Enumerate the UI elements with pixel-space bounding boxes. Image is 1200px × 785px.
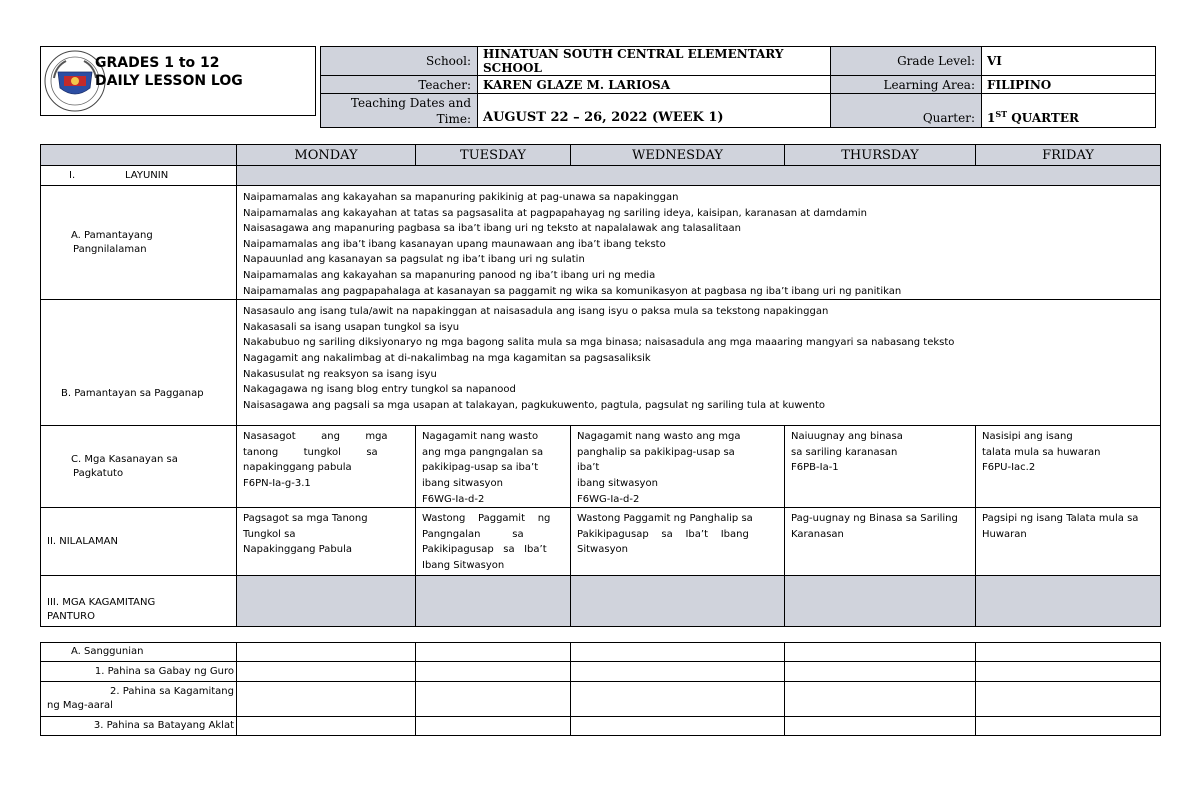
sanggunian-monday — [237, 643, 416, 662]
batayang-aklat-friday — [976, 717, 1161, 736]
quarter-text: QUARTER — [1007, 111, 1079, 125]
kasanayan-line: panghalip sa pakikipag-usap sa — [577, 446, 735, 458]
kasanayan-label — [41, 426, 237, 508]
pagganap-line: Nakabubuo ng sariling diksiyonaryo ng mga bagong salita mula sa mga binasa; naisasadula ang mga maaaring mangyari sa nabasang teksto — [243, 337, 955, 349]
gabay-guro-tuesday — [416, 662, 571, 682]
day-header-thursday: THURSDAY — [785, 145, 976, 166]
batayang-aklat-monday — [237, 717, 416, 736]
nilalaman-line: Pakikipagusap sa Iba’t — [422, 544, 547, 556]
learning-area-label: Learning Area: — [831, 76, 982, 94]
kagamitang-mag-aaral-tuesday — [416, 682, 571, 717]
day-header-blank — [41, 145, 237, 166]
kasanayan-label-line1: C. Mga Kasanayan sa — [71, 453, 178, 465]
nilalaman-line: Wastong Paggamit ng — [422, 513, 551, 525]
pagganap-line: Naisasagawa ang pagsali sa mga usapan at talakayan, pagkukuwento, pagtula, pagsulat ng sariling tula at kuwento — [243, 399, 826, 411]
nilalaman-line: Pakikipagusap sa Iba’t Ibang — [577, 528, 749, 540]
quarter-value — [982, 94, 1156, 128]
pamantayang-pangnilalaman-label — [41, 186, 237, 300]
kagamitan-label-line1: III. MGA KAGAMITANG — [47, 597, 156, 609]
teaching-dates-label-line1: Teaching Dates and — [350, 96, 471, 110]
kagamitang-mag-aaral-wednesday — [571, 682, 785, 717]
school-label: School: — [321, 47, 478, 76]
kasanayan-line: ibang sitwasyon — [422, 477, 503, 489]
nilalaman-tuesday — [416, 508, 571, 576]
kasanayan-line: talata mula sa huwaran — [982, 446, 1101, 458]
kasanayan-code: F6PB-Ia-1 — [791, 462, 839, 474]
kasanayan-line: Nasisipi ang isang — [982, 431, 1073, 443]
kasanayan-wednesday — [571, 426, 785, 508]
gabay-guro-wednesday — [571, 662, 785, 682]
kagamitan-monday — [237, 576, 416, 627]
teaching-dates-label — [321, 94, 478, 128]
sanggunian-wednesday — [571, 643, 785, 662]
nilalaman-line: Pag-uugnay ng Binasa sa Sariling — [791, 513, 958, 525]
batayang-aklat-thursday — [785, 717, 976, 736]
log-title-line2: DAILY LESSON LOG — [95, 73, 243, 89]
nilalaman-friday — [976, 508, 1161, 576]
header-info-table — [320, 46, 1156, 128]
gabay-guro-thursday — [785, 662, 976, 682]
kasanayan-line: napakinggang pabula — [243, 462, 352, 474]
pamantayan-pagganap-content — [237, 300, 1161, 426]
teacher-value: KAREN GLAZE M. LARIOSA — [478, 76, 831, 94]
day-header-wednesday: WEDNESDAY — [571, 145, 785, 166]
pagganap-line: Nasasaulo ang isang tula/awit na napakinggan at naisasadula ang isang isyu o paksa mula sa tekstong napakinggan — [243, 306, 829, 318]
kagamitang-mag-aaral-monday — [237, 682, 416, 717]
nilalaman-line: Pangngalan sa — [422, 528, 524, 540]
sanggunian-label: A. Sanggunian — [41, 643, 237, 662]
lesson-log-table — [40, 144, 1161, 627]
kasanayan-line: pakikipag-usap sa iba’t — [422, 462, 539, 474]
kagamitan-friday — [976, 576, 1161, 627]
layunin-label — [41, 166, 237, 186]
pamantayang-label-line1: A. Pamantayang — [71, 229, 153, 241]
pamantayang-pangnilalaman-content — [237, 186, 1161, 300]
pagganap-line: Nakagagawa ng isang blog entry tungkol sa napanood — [243, 384, 516, 396]
pamantayang-line: Napauunlad ang kasanayan sa pagsulat ng iba’t ibang uri ng sulatin — [243, 254, 585, 266]
nilalaman-line: Pagsipi ng isang Talata mula sa — [982, 513, 1139, 525]
kasanayan-line: iba’t — [577, 462, 600, 474]
kasanayan-line: Nagagamit nang wasto ang mga — [577, 431, 741, 443]
layunin-content — [237, 166, 1161, 186]
quarter-number: 1 — [987, 111, 996, 125]
nilalaman-wednesday — [571, 508, 785, 576]
kasanayan-code: F6PN-Ia-g-3.1 — [243, 477, 311, 489]
kasanayan-code: F6WG-Ia-d-2 — [422, 493, 485, 505]
pamantayang-line: Naipamamalas ang kakayahan sa mapanuring panood ng iba’t ibang uri ng media — [243, 269, 656, 281]
grade-level-value: VI — [982, 47, 1156, 76]
kagamitang-mag-aaral-line2: ng Mag-aaral — [47, 700, 113, 711]
quarter-superscript: ST — [995, 109, 1008, 119]
day-header-friday: FRIDAY — [976, 145, 1161, 166]
pagganap-line: Nakasusulat ng reaksyon sa isang isyu — [243, 368, 437, 380]
kagamitang-mag-aaral-label — [41, 682, 237, 717]
teaching-dates-label-line2: Time: — [436, 112, 471, 126]
teaching-dates-value: AUGUST 22 – 26, 2022 (WEEK 1) — [478, 94, 831, 128]
pamantayang-label-line2: Pangnilalaman — [73, 243, 147, 255]
kasanayan-friday — [976, 426, 1161, 508]
kasanayan-line: ibang sitwasyon — [577, 477, 658, 489]
pagganap-line: Nagagamit ang nakalimbag at di-nakalimbag na mga kagamitan sa pagsasaliksik — [243, 352, 651, 364]
batayang-aklat-wednesday — [571, 717, 785, 736]
kasanayan-code: F6WG-Ia-d-2 — [577, 493, 640, 505]
day-header-monday: MONDAY — [237, 145, 416, 166]
kasanayan-line: Nagagamit nang wasto — [422, 431, 539, 443]
kagamitan-tuesday — [416, 576, 571, 627]
pamantayang-line: Naipamamalas ang kakayahan sa mapanuring pakikinig at pag-unawa sa napakinggan — [243, 192, 679, 203]
kasanayan-line: tanong tungkol sa — [243, 446, 378, 458]
nilalaman-line: Tungkol sa — [243, 528, 296, 540]
batayang-aklat-label: 3. Pahina sa Batayang Aklat — [41, 717, 237, 736]
pamantayang-line: Naipamamalas ang kakayahan at tatas sa pagsasalita at pagpapahayag ng sariling ideya, kaisipan, karanasan at damdamin — [243, 207, 867, 219]
day-header-tuesday: TUESDAY — [416, 145, 571, 166]
nilalaman-line: Huwaran — [982, 528, 1027, 540]
batayang-aklat-tuesday — [416, 717, 571, 736]
kasanayan-line: ang mga pangngalan sa — [422, 446, 544, 458]
kagamitang-mag-aaral-line1: 2. Pahina sa Kagamitang — [110, 686, 234, 697]
nilalaman-line: Napakinggang Pabula — [243, 544, 352, 556]
pamantayang-line: Naipamamalas ang iba’t ibang kasanayan upang maunawaan ang iba’t ibang teksto — [243, 238, 666, 250]
kagamitan-label — [41, 576, 237, 627]
school-value: HINATUAN SOUTH CENTRAL ELEMENTARY SCHOOL — [478, 47, 831, 76]
pamantayang-line: Naipamamalas ang pagpapahalaga at kasanayan sa paggamit ng wika sa komunikasyon at pagbasa ng iba’t ibang uri ng panitikan — [243, 285, 902, 297]
kasanayan-monday — [237, 426, 416, 508]
kagamitan-wednesday — [571, 576, 785, 627]
kasanayan-code: F6PU-Iac.2 — [982, 462, 1036, 474]
grade-level-label: Grade Level: — [831, 47, 982, 76]
kasanayan-label-line2: Pagkatuto — [73, 467, 124, 479]
kagamitan-thursday — [785, 576, 976, 627]
sanggunian-thursday — [785, 643, 976, 662]
kasanayan-line: Naiuugnay ang binasa — [791, 431, 903, 443]
nilalaman-label: II. NILALAMAN — [41, 508, 237, 576]
gabay-guro-monday — [237, 662, 416, 682]
nilalaman-line: Karanasan — [791, 528, 844, 540]
pamantayan-pagganap-label: B. Pamantayan sa Pagganap — [41, 300, 237, 426]
log-title-line1: GRADES 1 to 12 — [95, 55, 220, 71]
nilalaman-line: Wastong Paggamit ng Panghalip sa — [577, 513, 753, 525]
learning-area-value: FILIPINO — [982, 76, 1156, 94]
teacher-label: Teacher: — [321, 76, 478, 94]
gabay-guro-friday — [976, 662, 1161, 682]
kasanayan-line: sa sariling karanasan — [791, 446, 898, 458]
quarter-label: Quarter: — [831, 94, 982, 128]
kasanayan-thursday — [785, 426, 976, 508]
kasanayan-tuesday — [416, 426, 571, 508]
kagamitang-mag-aaral-friday — [976, 682, 1161, 717]
pamantayang-line: Naisasagawa ang mapanuring pagbasa sa iba’t ibang uri ng teksto at napalalawak ang talasalitaan — [243, 223, 741, 235]
kasanayan-line: Nasasagot ang mga — [243, 431, 388, 443]
kagamitan-label-line2: PANTURO — [47, 611, 95, 623]
nilalaman-thursday — [785, 508, 976, 576]
nilalaman-line: Pagsagot sa mga Tanong — [243, 513, 368, 525]
nilalaman-line: Sitwasyon — [577, 544, 628, 556]
layunin-text: LAYUNIN — [125, 169, 169, 181]
kagamitang-mag-aaral-thursday — [785, 682, 976, 717]
nilalaman-monday — [237, 508, 416, 576]
layunin-number: I. — [69, 169, 76, 181]
sanggunian-table — [40, 642, 1161, 736]
gabay-guro-label: 1. Pahina sa Gabay ng Guro — [41, 662, 237, 682]
nilalaman-line: Ibang Sitwasyon — [422, 559, 505, 571]
pagganap-line: Nakasasali sa isang usapan tungkol sa isyu — [243, 321, 460, 333]
sanggunian-friday — [976, 643, 1161, 662]
sanggunian-tuesday — [416, 643, 571, 662]
